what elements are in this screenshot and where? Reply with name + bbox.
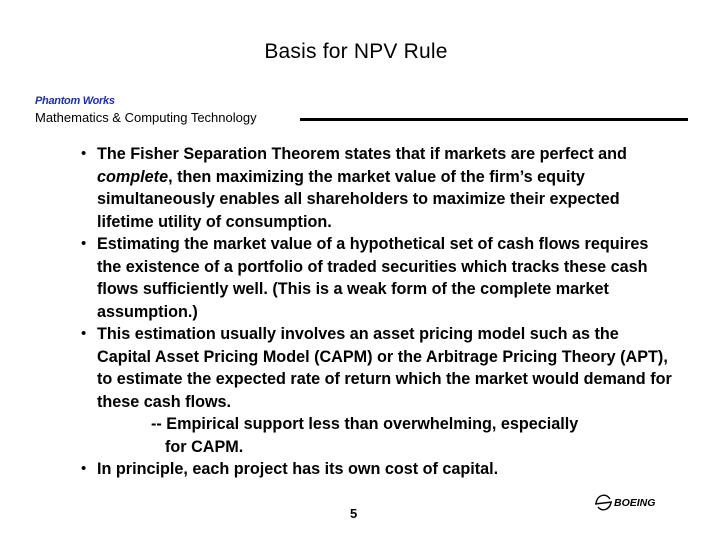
header-rule bbox=[300, 118, 688, 121]
bullet-text: The Fisher Separation Theorem states that if markets are perfect and bbox=[97, 145, 627, 163]
bullet-dot: • bbox=[81, 460, 87, 477]
phantom-works-brand: Phantom Works bbox=[35, 95, 115, 107]
bullet-text: , then maximizing the market value of the firm’s equity simultaneously enables all shareholders to maximize their expected lifetime utility of consumption. bbox=[97, 167, 620, 231]
bullet-dot: • bbox=[81, 325, 87, 342]
bullet-text: Estimating the market value of a hypothetical set of cash flows requires the existence of a portfolio of traded securities which tracks these cash flows sufficiently well. (This is a weak form of the complete market assumption.) bbox=[97, 235, 649, 321]
bullet-item-fisher bbox=[76, 143, 676, 233]
boeing-wordmark: BOEING bbox=[614, 497, 656, 509]
bullet-list bbox=[76, 143, 676, 481]
sub-note: -- Empirical support less than overwhelming, especially bbox=[151, 415, 579, 433]
bullet-item-cost-of-capital bbox=[76, 458, 676, 481]
bullet-item-estimation-model bbox=[76, 323, 676, 458]
bullet-text: This estimation usually involves an asset pricing model such as the Capital Asset Pricing Model (CAPM) or the Arbitrage Pricing Theory (APT), to estimate the expected rate of return which the market would demand for these cash flows. bbox=[97, 325, 672, 411]
bullet-dot: • bbox=[81, 235, 87, 252]
bullet-item-estimating bbox=[76, 233, 676, 323]
page-number: 5 bbox=[350, 506, 358, 521]
department-label: Mathematics & Computing Technology bbox=[35, 110, 257, 125]
bullet-emphasis: complete bbox=[97, 167, 169, 186]
sub-note-continuation: for CAPM. bbox=[165, 437, 244, 456]
bullet-dot: • bbox=[81, 145, 87, 162]
slide-title: Basis for NPV Rule bbox=[264, 40, 448, 63]
boeing-logo-icon bbox=[592, 490, 692, 516]
bullet-text: In principle, each project has its own cost of capital. bbox=[97, 460, 499, 478]
